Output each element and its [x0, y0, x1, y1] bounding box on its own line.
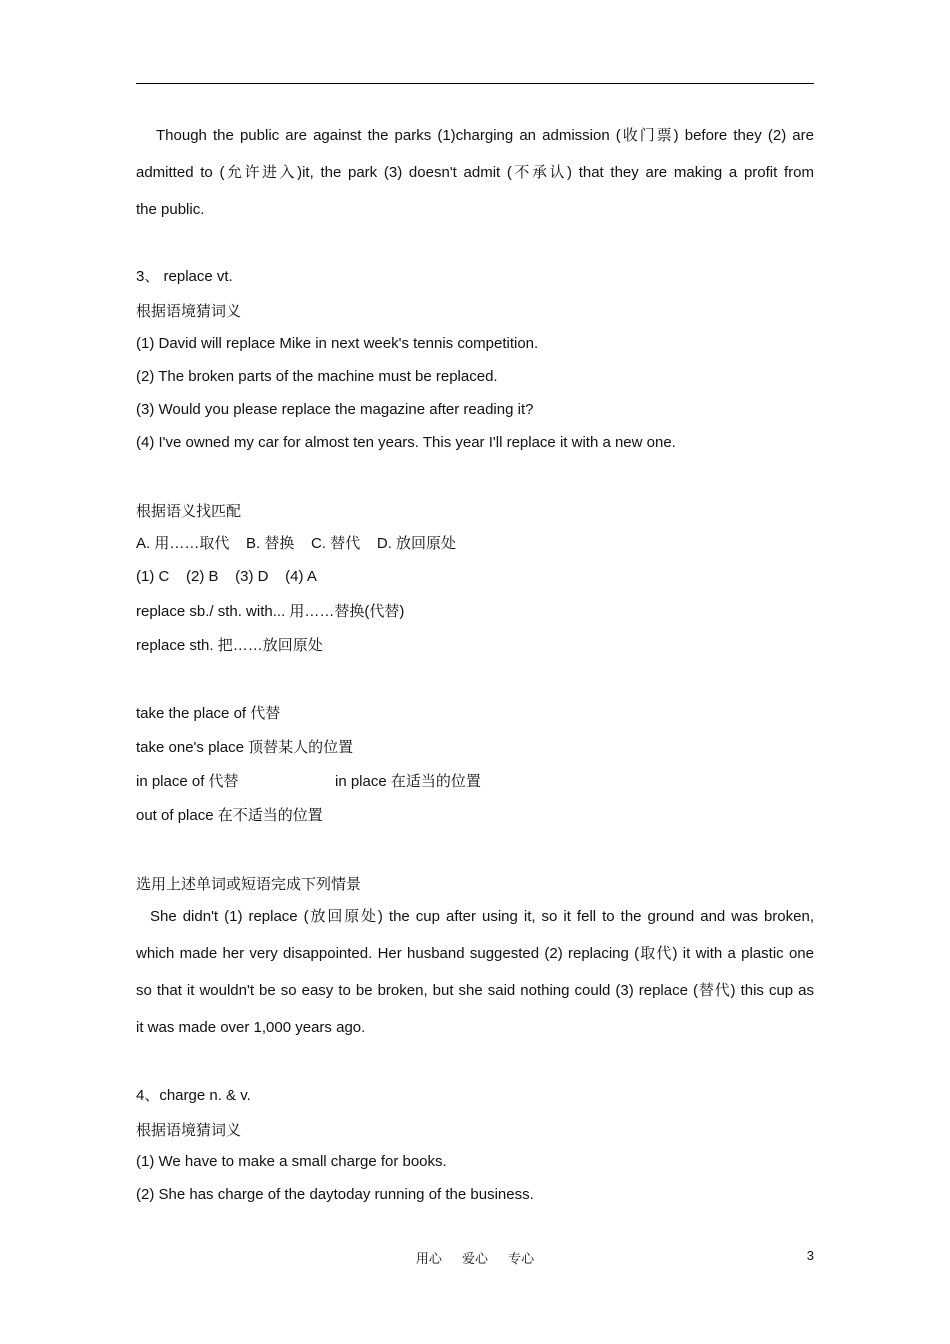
match-title: 根据语义找匹配	[136, 502, 242, 520]
phrase-line: out of place 在不适当的位置	[136, 807, 323, 824]
exercise-line: which made her very disappointed. Her husband suggested (2) replacing (取代) it with a plastic one	[136, 945, 814, 962]
exercise-line: so that it wouldn't be so easy to be broken, but she said nothing could (3) replace (替代) this cup as	[136, 982, 814, 999]
passage-line: Though the public are against the parks (1)charging an admission (收门票) before they (2) are	[156, 127, 814, 144]
match-answers: (1) C (2) B (3) D (4) A	[136, 568, 317, 585]
page-number: 3	[806, 1248, 814, 1263]
section-heading: 3、 replace vt.	[136, 268, 233, 285]
section-heading: 4、charge n. & v.	[136, 1087, 251, 1104]
exercise-title: 选用上述单词或短语完成下列情景	[136, 875, 362, 893]
match-options: A. 用……取代 B. 替换 C. 替代 D. 放回原处	[136, 535, 457, 552]
usage-line: replace sb./ sth. with... 用……替换(代替)	[136, 603, 405, 620]
example-line: (1) We have to make a small charge for books.	[136, 1153, 447, 1170]
footer-item: 专心	[508, 1252, 535, 1267]
phrase-line: in place 在适当的位置	[335, 773, 481, 790]
guess-title: 根据语境猜词义	[136, 302, 242, 320]
example-line: (2) The broken parts of the machine must be replaced.	[136, 368, 498, 385]
exercise-line: it was made over 1,000 years ago.	[136, 1019, 366, 1036]
footer-item: 爱心	[461, 1252, 488, 1267]
phrase-line: take the place of 代替	[136, 705, 281, 722]
passage-line: admitted to (允许进入)it, the park (3) doesn't admit (不承认) that they are making a profit from	[136, 164, 814, 181]
passage-line: the public.	[136, 201, 205, 218]
phrase-line: in place of 代替	[136, 773, 239, 790]
header-rule	[136, 83, 814, 84]
example-line: (2) She has charge of the daytoday running of the business.	[136, 1186, 534, 1203]
usage-line: replace sth. 把……放回原处	[136, 637, 323, 654]
phrase-line: take one's place 顶替某人的位置	[136, 739, 354, 756]
example-line: (1) David will replace Mike in next week's tennis competition.	[136, 335, 539, 352]
guess-title: 根据语境猜词义	[136, 1121, 242, 1139]
exercise-line: She didn't (1) replace (放回原处) the cup after using it, so it fell to the ground and was broken,	[150, 908, 814, 925]
example-line: (3) Would you please replace the magazine after reading it?	[136, 401, 534, 418]
footer-item: 用心	[415, 1252, 442, 1267]
example-line: (4) I've owned my car for almost ten years. This year I'll replace it with a new one.	[136, 434, 676, 451]
